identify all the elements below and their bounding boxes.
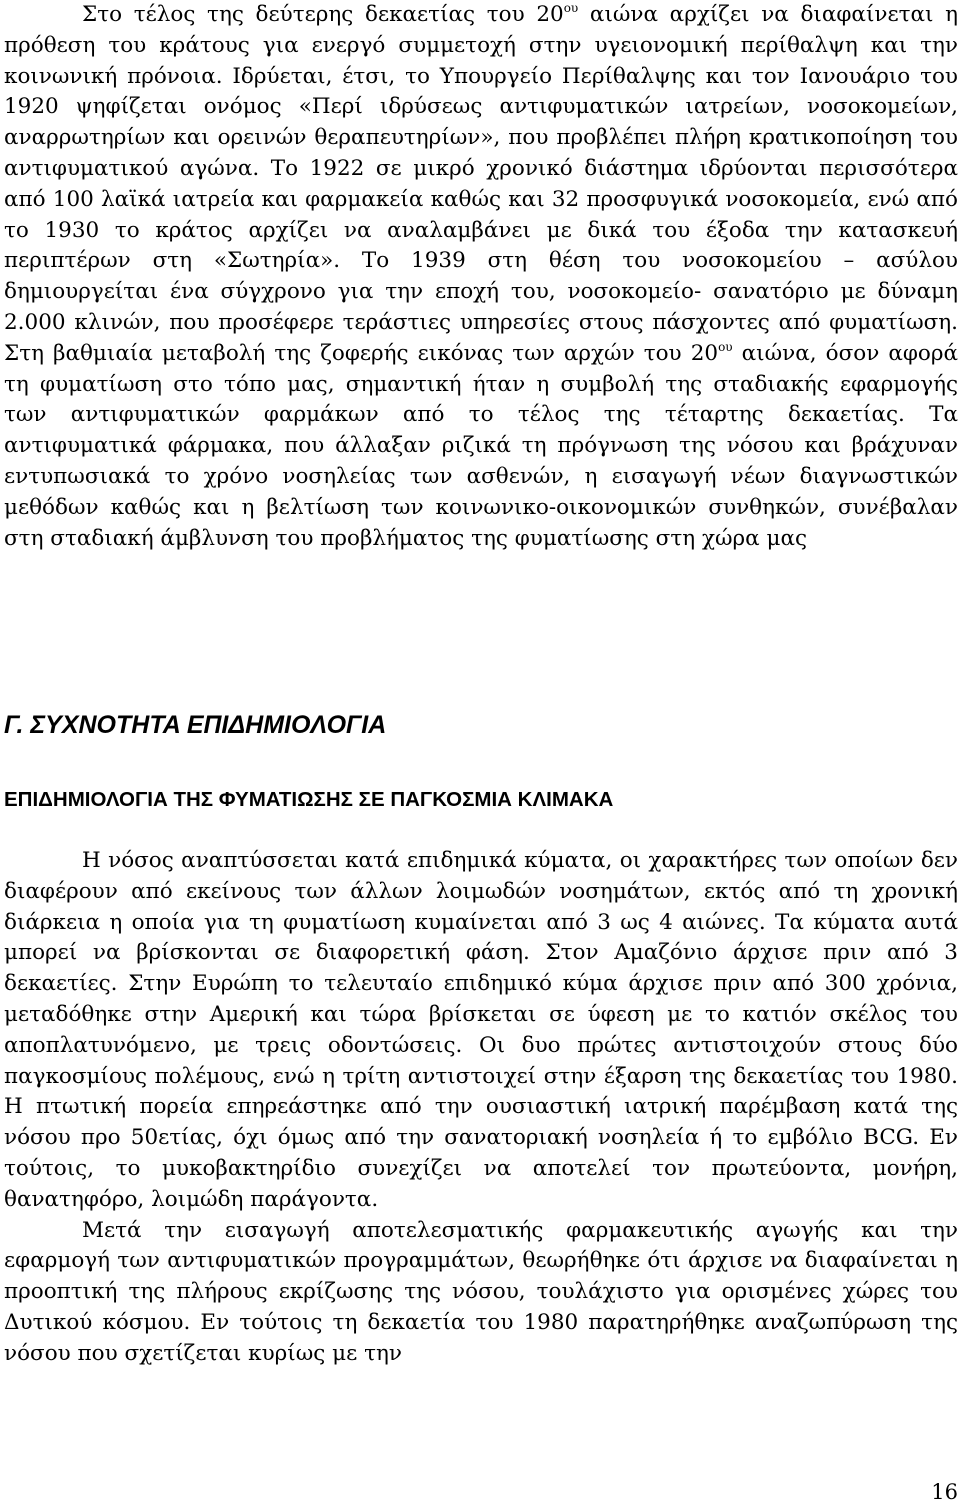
epidemiology-text	[4, 846, 958, 1370]
superscript-ou-1: ου	[563, 1, 579, 15]
superscript-ou-2: ου	[718, 339, 733, 354]
history-text-part3: αιώνα, όσον αφορά τη φυματίωση στο τόπο μας, σημαντική ήταν η συμβολή της σταδιακής εφαρμογής των αντιφυματικών φαρμάκων από το τέλος της τέταρτης δεκαετίας. Τα αντιφυματικά φάρμακα, που άλλαξαν ριζικά τη πρόγνωση της νόσου και βράχυναν εντυπωσιακά το χρόνο νοσηλείας των ασθενών, η εισαγωγή νέων διαγνωστικών μεθόδων καθώς και η βελτίωση των κοινωνικο-οικονομικών συνθηκών, συνέβαλαν στη σταδιακή άμβλυνση του προβλήματος της φυματίωσης στη χώρα μας	[4, 340, 959, 551]
page-number: 16	[931, 1480, 958, 1504]
paragraph-history	[4, 0, 958, 554]
epidemiology-paragraph-1: Η νόσος αναπτύσσεται κατά επιδημικά κύματα, οι χαρακτήρες των οποίων δεν διαφέρουν από εκείνους των άλλων λοιμωδών νοσημάτων, εκτός από τη χρονική διάρκεια η οποία για τη φυματίωση κυμαίνεται από 3 ως 4 αιώνες. Τα κύματα αυτά μπορεί να βρίσκονται σε διαφορετική φάση. Στον Αμαζόνιο άρχισε πριν από 3 δεκαετίες. Στην Ευρώπη το τελευταίο επιδημικό κύμα άρχισε πριν από 300 χρόνια, μεταδόθηκε στην Αμερική και τώρα βρίσκεται σε ύφεση με το κατιόν σκέλος του αποπλατυνόμενο, με τρεις οδοντώσεις. Οι δυο πρώτες αντιστοιχούν στους δύο παγκοσμίους πολέμους, ενώ η τρίτη αντιστοιχεί στην έξαρση της δεκαετίας του 1980. Η πτωτική πορεία επηρεάστηκε από την ουσιαστική ιατρική παρέμβαση κατά της νόσου προ 50ετίας, όχι όμως από την σανατοριακή νοσηλεία ή το εμβόλιο BCG. Εν τούτοις, το μυκοβακτηρίδιο συνεχίζει να αποτελεί τον πρωτεύοντα, μονήρη, θανατηφόρο, λοιμώδη παράγοντα.	[4, 848, 958, 1212]
history-text-part2: αιώνα αρχίζει να διαφαίνεται η πρόθεση του κράτους για ενεργό συμμετοχή στην υγειονομική περίθαλψη και την κοινωνική πρόνοια. Ιδρύεται, έτσι, το Υπουργείο Περίθαλψης και τον Ιανουάριο του 1920 ψηφίζεται ονόμος «Περί ιδρύσεως αντιφυματικών ιατρείων, νοσοκομείων, αναρρωτηρίων και ορεινών θεραπευτηρίων», που προβλέπει πλήρη κρατικοποίηση του αντιφυματικού αγώνα. Το 1922 σε μικρό χρονικό διάστημα ιδρύονται περισσότερα από 100 λαϊκά ιατρεία και φαρμακεία καθώς και 32 προσφυγικά νοσοκομεία, ενώ από το 1930 το κράτος αρχίζει να αναλαμβάνει με δικά του έξοδα την κατασκευή περιπτέρων στη «Σωτηρία». Το 1939 στη θέση του νοσοκομείου – ασύλου δημιουργείται ένα σύγχρονο για την εποχή του, νοσοκομείο- σανατόριο με δύναμη 2.000 κλινών, που προσέφερε τεράστιες υπηρεσίες στους πάσχοντες από φυματίωση. Στη βαθμιαία μεταβολή της ζοφερής εικόνας των αρχών του 20	[4, 2, 958, 366]
history-text-part1: Στο τέλος της δεύτερης δεκαετίας του 20	[82, 2, 564, 27]
section-heading: Γ. ΣΥΧΝΟΤΗΤΑ ΕΠΙΔΗΜΙΟΛΟΓΙΑ	[4, 711, 387, 739]
history-paragraph	[4, 0, 958, 554]
epidemiology-paragraph-2: Μετά την εισαγωγή αποτελεσματικής φαρμακευτικής αγωγής και την εφαρμογή των αντιφυματικών προγραμμάτων, θεωρήθηκε ότι άρχισε να διαφαίνεται η προοπτική της πλήρους εκρίζωσης της νόσου, τουλάχιστο για ορισμένες χώρες του Δυτικού κόσμου. Εν τούτοις τη δεκαετία του 1980 παρατηρήθηκε αναζωπύρωση της νόσου που σχετίζεται κυρίως με την	[4, 1217, 958, 1366]
subsection-heading: ΕΠΙΔΗΜΙΟΛΟΓΙΑ ΤΗΣ ΦΥΜΑΤΙΩΣΗΣ ΣΕ ΠΑΓΚΟΣΜΙΑ ΚΛΙΜΑΚΑ	[4, 788, 614, 811]
